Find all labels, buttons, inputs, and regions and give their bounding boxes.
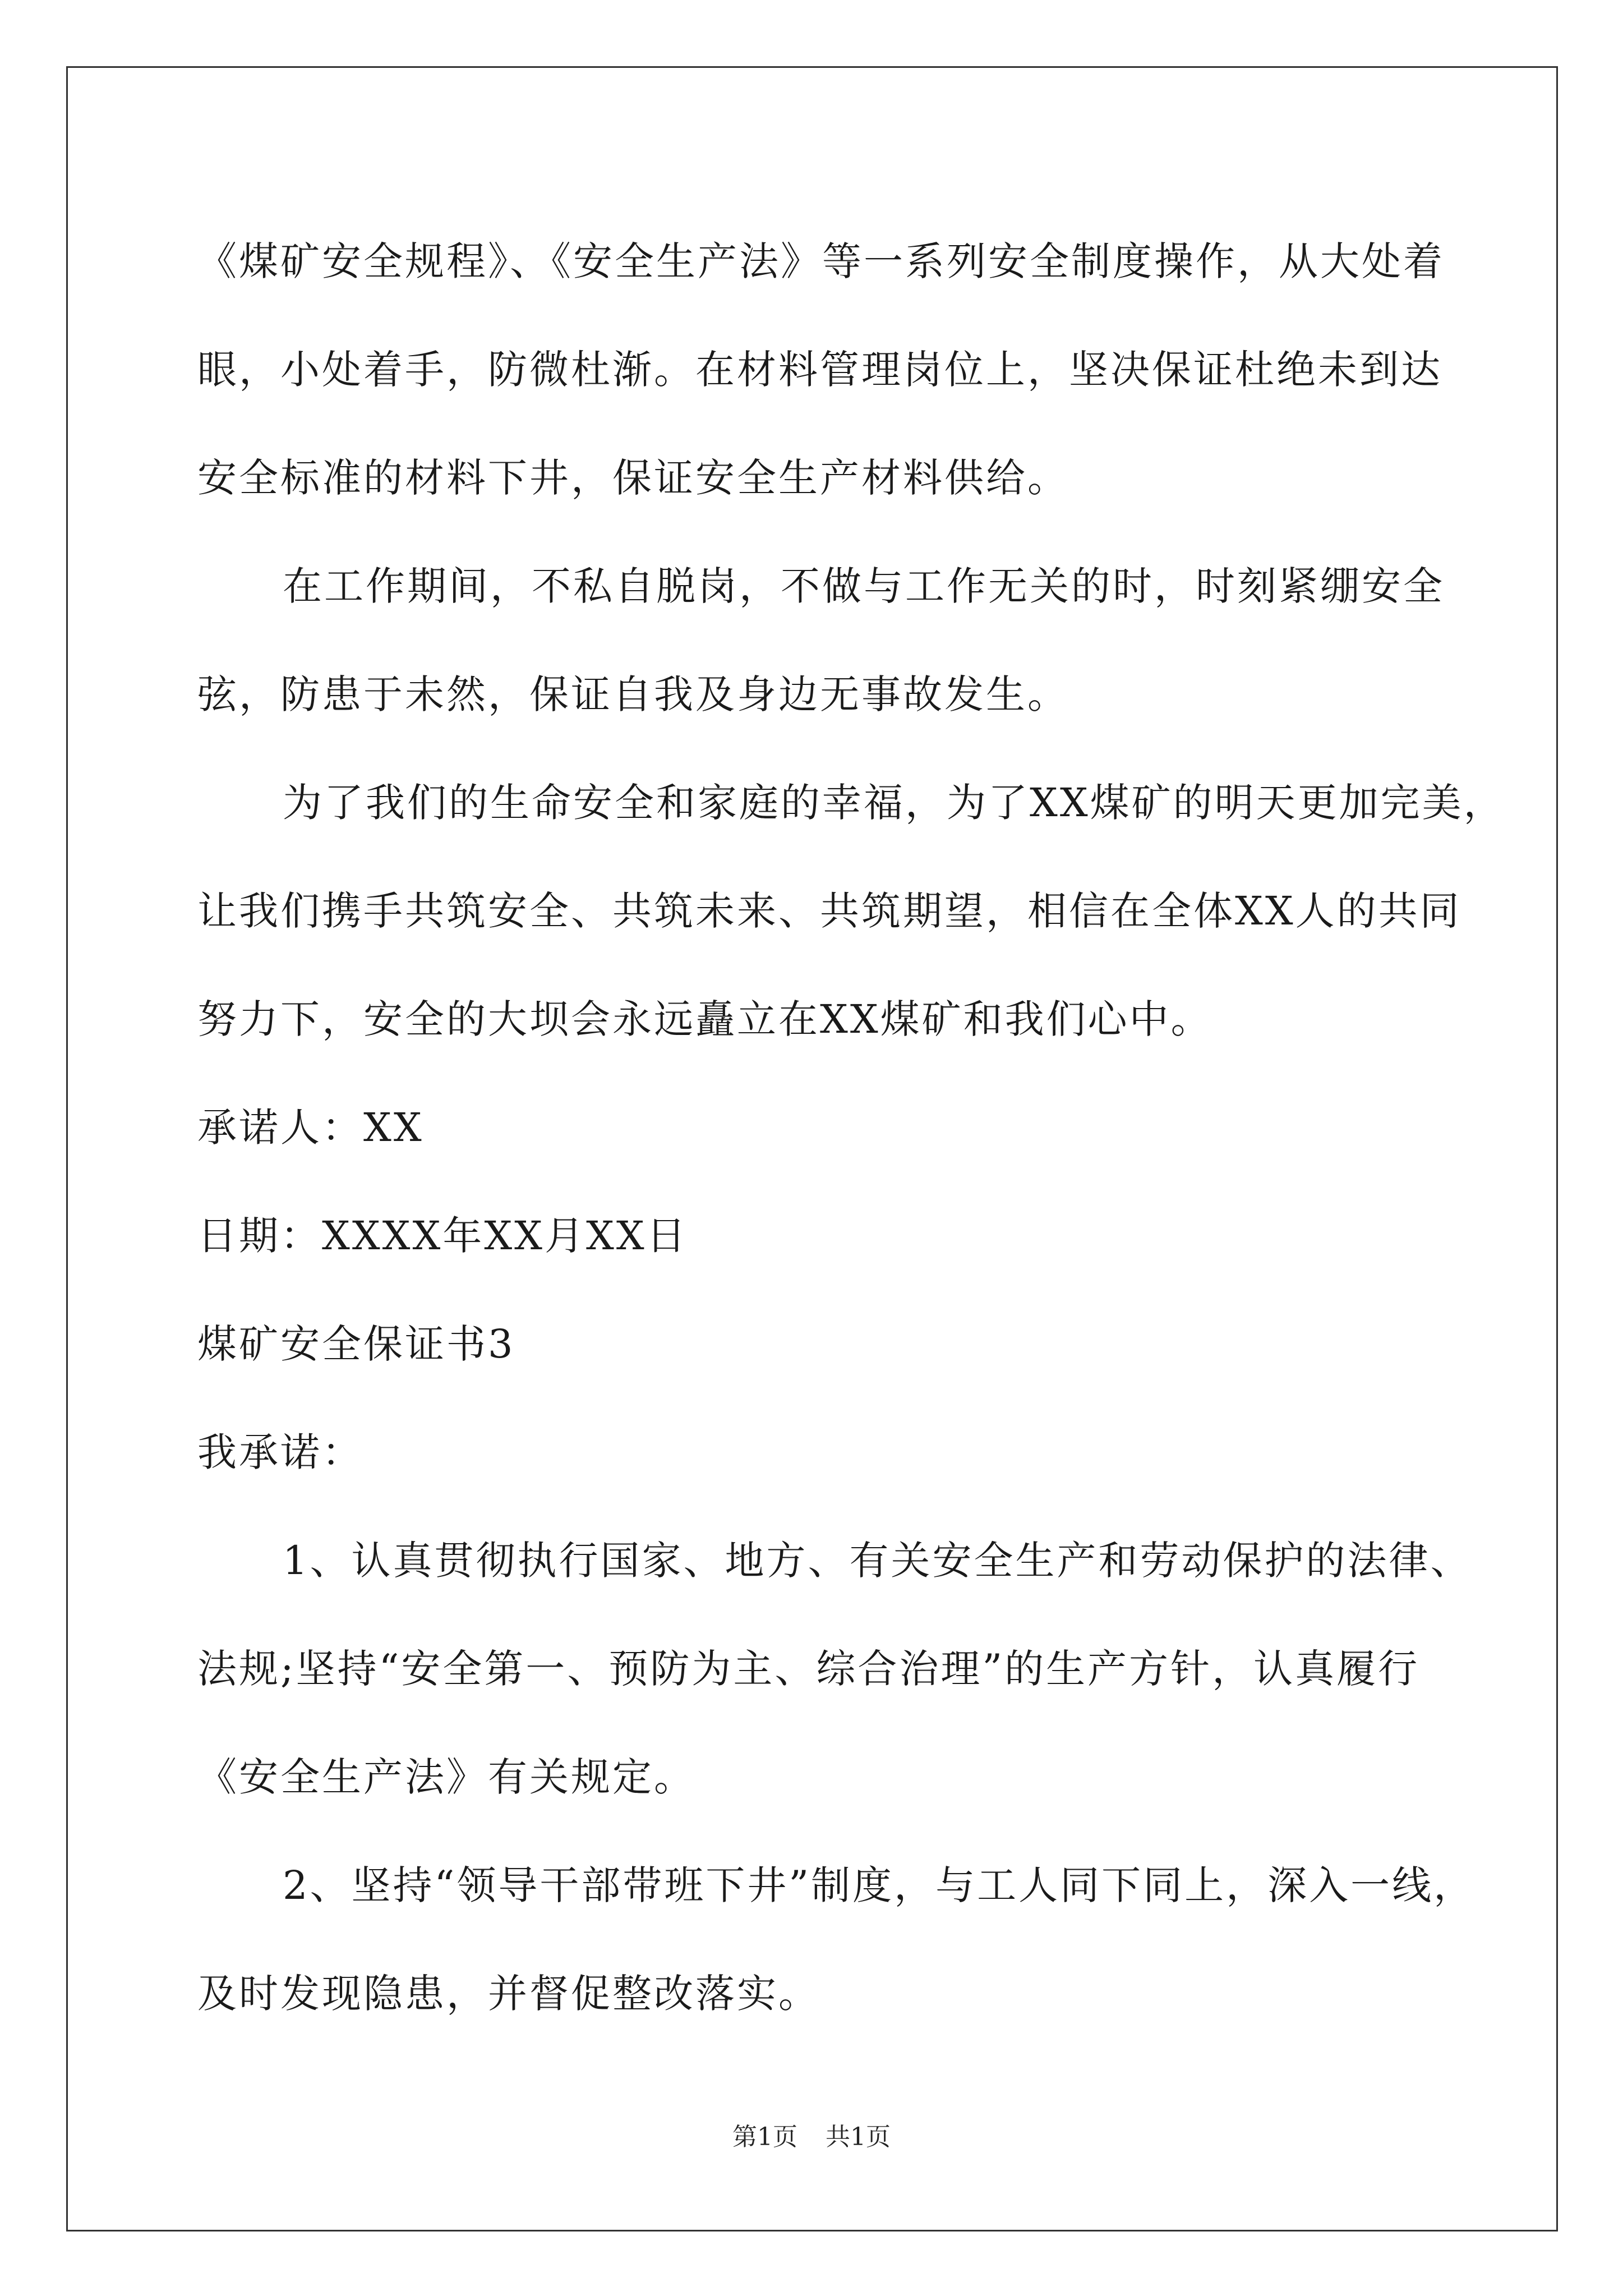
page-number: 第1页	[732, 2123, 797, 2151]
text-line: 1、认真贯彻执行国家、地方、有关安全生产和劳动保护的法律、	[283, 1538, 1472, 1584]
text-line: 《安全生产法》有关规定。	[197, 1754, 695, 1800]
text-line: 在工作期间，不私自脱岗，不做与工作无关的时，时刻紧绷安全	[283, 563, 1445, 609]
text-line: 弦，防患于未然，保证自我及身边无事故发生。	[197, 671, 1069, 717]
text-line: 我承诺：	[197, 1429, 363, 1475]
signer-line: 承诺人：XX	[197, 1105, 424, 1151]
text-line: 努力下，安全的大坝会永远矗立在XX煤矿和我们心中。	[197, 996, 1212, 1042]
text-line: 为了我们的生命安全和家庭的幸福，为了XX煤矿的明天更加完美，	[283, 780, 1505, 826]
text-line: 及时发现隐患，并督促整改落实。	[197, 1971, 820, 2017]
text-line: 《煤矿安全规程》、《安全生产法》等一系列安全制度操作，从大处着	[197, 238, 1445, 284]
text-line: 眼，小处着手，防微杜渐。在材料管理岗位上，坚决保证杜绝未到达	[197, 347, 1442, 393]
page-total: 共1页	[826, 2123, 891, 2151]
text-line: 法规;坚持“安全第一、预防为主、综合治理”的生产方针，认真履行	[197, 1646, 1420, 1692]
section-title: 煤矿安全保证书3	[197, 1321, 515, 1367]
text-line: 2、坚持“领导干部带班下井”制度，与工人同下同上，深入一线，	[283, 1862, 1476, 1908]
text-line: 让我们携手共筑安全、共筑未来、共筑期望，相信在全体XX人的共同	[197, 888, 1461, 934]
page-footer	[0, 2120, 1623, 2154]
document-body	[197, 208, 1505, 2048]
text-line: 安全标准的材料下井，保证安全生产材料供给。	[197, 455, 1069, 501]
date-line: 日期：XXXX年XX月XX日	[197, 1213, 688, 1259]
